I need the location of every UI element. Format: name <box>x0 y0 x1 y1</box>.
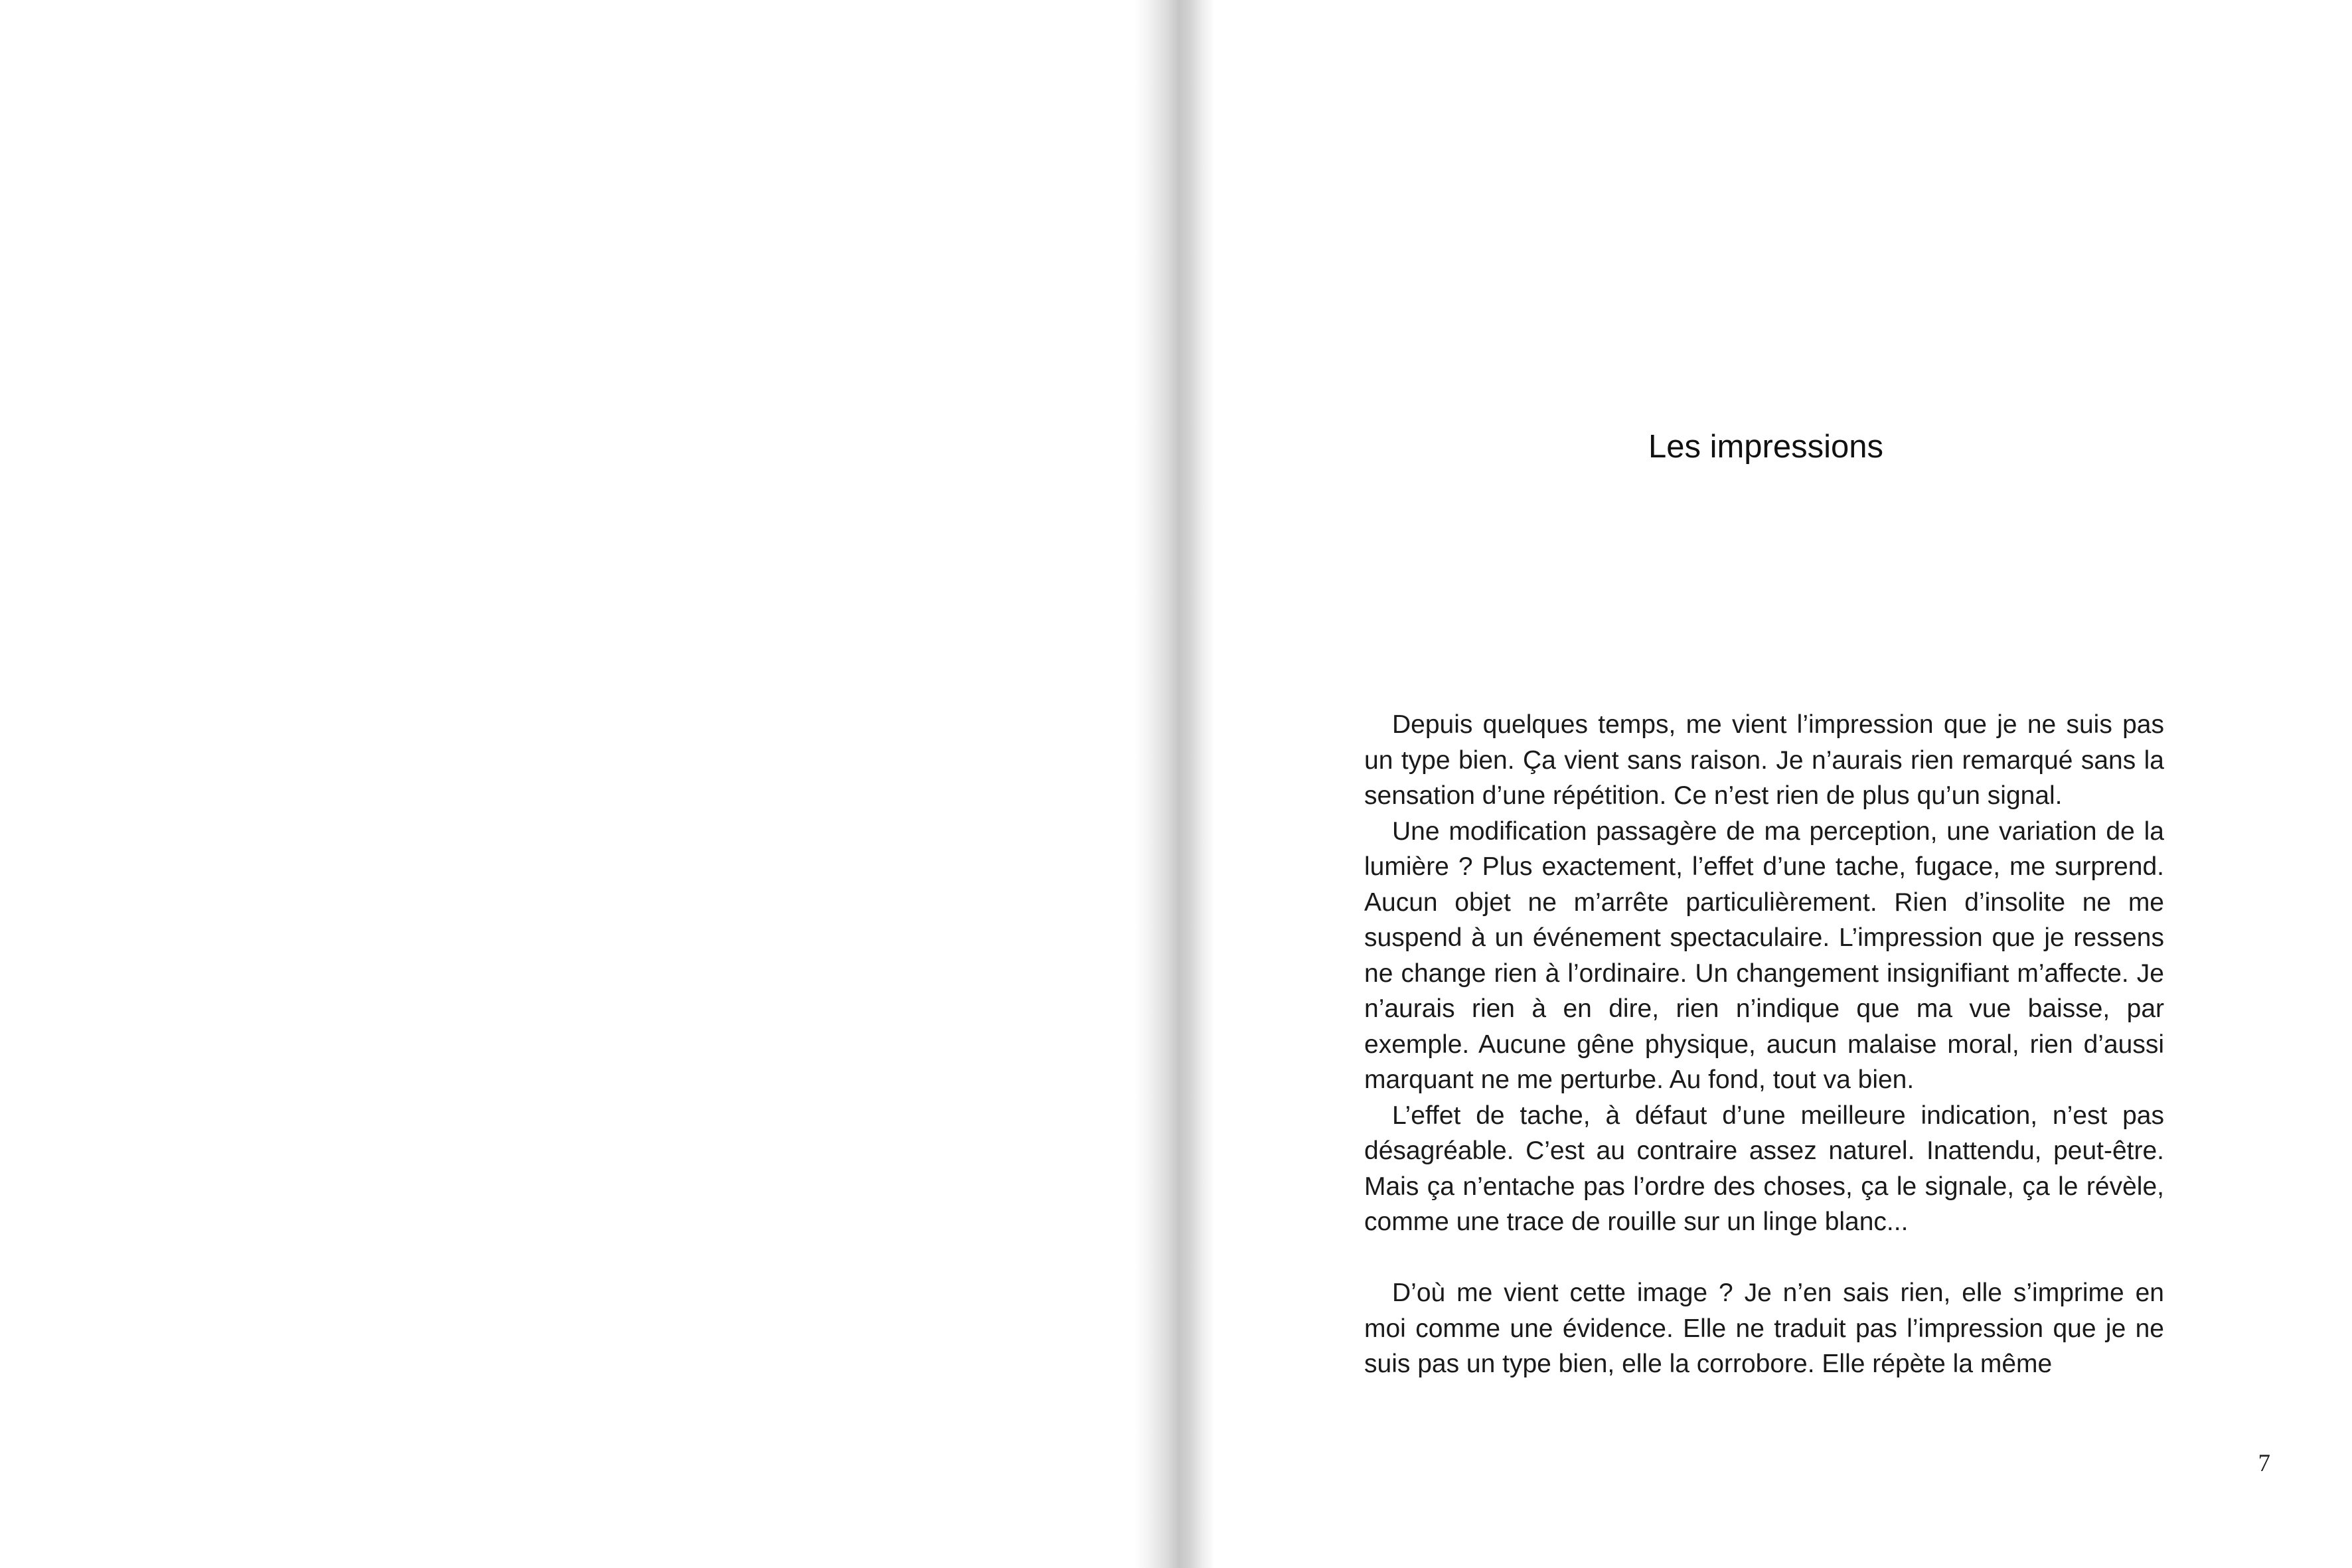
chapter-body-text <box>1364 707 2164 1382</box>
chapter-title: Les impressions <box>1648 429 1884 465</box>
page-number: 7 <box>2258 1450 2270 1477</box>
book-gutter-shadow <box>1135 0 1215 1568</box>
paragraph: D’où me vient cette image ? Je n’en sais rien, elle s’imprime en moi comme une évidence. Elle ne traduit pas l’impression que je ne suis pas un type bien, elle la corrobore. Elle répète la même <box>1364 1279 2164 1378</box>
left-page-blank <box>0 0 1158 1568</box>
paragraph: Une modification passagère de ma perception, une variation de la lumière ? Plus exactement, l’effet d’une tache, fugace, me surprend. Aucun objet ne m’arrête particulièrement. Rien d’insolite ne me suspend à un événement spectaculaire. L’impression que je ressens ne change rien à l’ordinaire. Un changement insignifiant m’affecte. Je n’aurais rien à en dire, rien n’indique que ma vue baisse, par exemple. Aucune gêne physique, aucun malaise moral, rien d’aussi marquant ne me perturbe. Au fond, tout va bien. <box>1364 817 2164 1094</box>
paragraph: Depuis quelques temps, me vient l’impression que je ne suis pas un type bien. Ça vient sans raison. Je n’aurais rien remarqué sans la sensation d’une répétition. Ce n’est rien de plus qu’un signal. <box>1364 710 2164 810</box>
paragraph: L’effet de tache, à défaut d’une meilleure indication, n’est pas désagréable. C’est au contraire assez naturel. Inattendu, peut-être. Mais ça n’entache pas l’ordre des choses, ça le signale, ça le révèle, comme une trace de rouille sur un linge blanc... <box>1364 1101 2164 1236</box>
